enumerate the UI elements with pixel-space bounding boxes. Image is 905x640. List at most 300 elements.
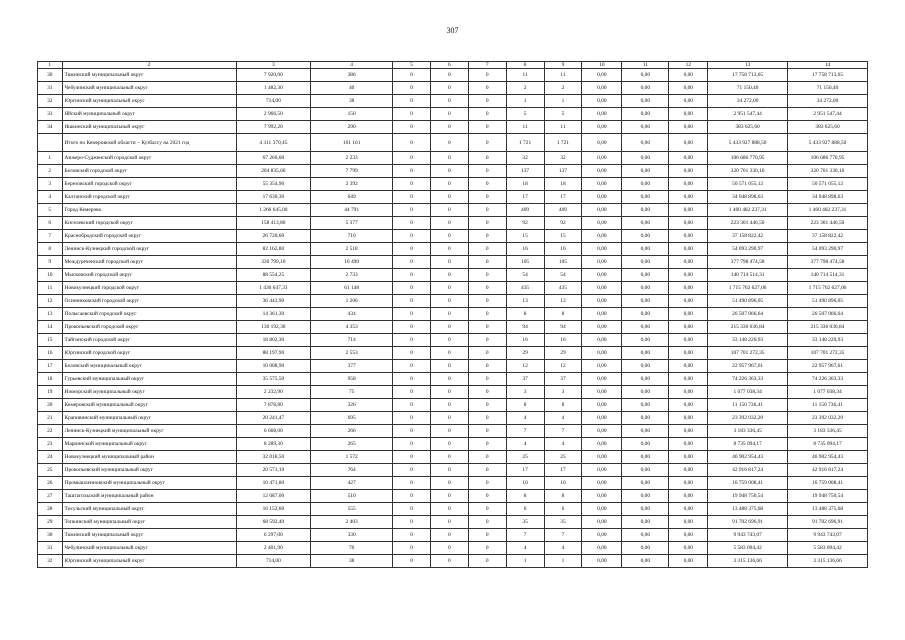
table-cell: 0,00: [582, 178, 622, 191]
table-cell: 25: [506, 451, 544, 464]
table-cell: 0: [393, 308, 431, 321]
table-cell: 0: [468, 386, 506, 399]
table-cell-name: Мысковский городской округ: [62, 269, 236, 282]
table-row: [38, 451, 868, 464]
table-cell: 2 951 547,44: [788, 108, 868, 121]
table-cell: 8: [544, 308, 582, 321]
table-cell: 0,00: [582, 295, 622, 308]
table-cell: 4 353: [311, 321, 393, 334]
table-cell: 0: [430, 360, 468, 373]
table-cell: 3 315 136,66: [708, 555, 788, 568]
table-cell-name: Анжеро-Судженский городской округ: [62, 152, 236, 165]
table-cell-name: Тяжинский муниципальный округ: [62, 529, 236, 542]
table-cell-name: Чебулинский муниципальный округ: [62, 82, 236, 95]
table-cell: 0: [393, 503, 431, 516]
table-cell: 51 490 896,05: [788, 295, 868, 308]
table-cell: 0,00: [582, 269, 622, 282]
table-cell: 0: [468, 529, 506, 542]
table-row: [38, 108, 868, 121]
table-cell: 19: [38, 386, 63, 399]
table-cell: 0,00: [582, 191, 622, 204]
table-cell: 0,00: [622, 243, 669, 256]
table-cell: 7 799: [311, 165, 393, 178]
table-cell: 0: [393, 69, 431, 82]
table-cell-name: Город Кемерово: [62, 204, 236, 217]
table-cell: 0,00: [582, 108, 622, 121]
table-cell: 0: [393, 230, 431, 243]
table-cell: 71 150,40: [708, 82, 788, 95]
table-cell: 0: [393, 490, 431, 503]
table-cell: 0,00: [582, 412, 622, 425]
table-cell: 0: [430, 451, 468, 464]
table-cell: 0,00: [669, 204, 708, 217]
table-cell: 0: [468, 95, 506, 108]
table-cell: 22: [38, 425, 63, 438]
table-cell: 0,00: [669, 529, 708, 542]
table-cell: 13 488 375,68: [788, 503, 868, 516]
table-cell: 0,00: [622, 542, 669, 555]
table-cell: 16: [38, 347, 63, 360]
table-cell: 0: [393, 334, 431, 347]
table-cell: 7 992,20: [236, 121, 311, 134]
table-cell: 2 401,90: [236, 542, 311, 555]
table-cell-name: Ленинск-Кузнецкий муниципальный округ: [62, 425, 236, 438]
table-cell: 0: [468, 217, 506, 230]
table-cell: 510: [311, 490, 393, 503]
table-cell: 435: [506, 282, 544, 295]
table-cell: 0: [430, 503, 468, 516]
page-number: 307: [446, 26, 459, 35]
table-cell: 0,00: [669, 425, 708, 438]
table-cell: 0: [393, 477, 431, 490]
table-cell: 82 162,80: [236, 243, 311, 256]
table-cell: 0,00: [582, 217, 622, 230]
table-cell: 7: [506, 529, 544, 542]
table-cell: 34: [38, 121, 63, 134]
table-cell: 0,00: [669, 373, 708, 386]
table-cell: 0: [393, 243, 431, 256]
table-cell: 0: [468, 82, 506, 95]
table-cell: 0: [430, 477, 468, 490]
table-cell: 0,00: [669, 165, 708, 178]
table-cell: 266: [311, 425, 393, 438]
table-cell: 33 148 220,93: [708, 334, 788, 347]
table-cell-name: Яшкинский муниципальный округ: [62, 121, 236, 134]
table-cell: 34 048 898,63: [708, 191, 788, 204]
table-cell: 0: [430, 529, 468, 542]
table-cell: 3: [38, 178, 63, 191]
table-cell: 0: [393, 321, 431, 334]
table-cell: 3: [506, 386, 544, 399]
table-cell-name: Юргинский муниципальный округ: [62, 95, 236, 108]
table-row: [38, 282, 868, 295]
table-cell: 14 361,30: [236, 308, 311, 321]
table-cell: 0,00: [669, 69, 708, 82]
table-cell: 714,00: [236, 555, 311, 568]
table-cell: 25: [38, 464, 63, 477]
table-cell: 7 920,00: [236, 69, 311, 82]
table-cell: 0: [468, 360, 506, 373]
table-cell: 0,00: [622, 308, 669, 321]
table-row: [38, 230, 868, 243]
table-cell: 13 488 375,68: [708, 503, 788, 516]
table-cell: 71 150,40: [788, 82, 868, 95]
table-cell: 10 471,80: [236, 477, 311, 490]
table-cell: 0: [393, 134, 431, 152]
table-cell: 0,00: [622, 217, 669, 230]
table-cell: 649: [311, 191, 393, 204]
table-cell: 68 592,40: [236, 516, 311, 529]
table-cell: 0,00: [582, 516, 622, 529]
table-cell: 6 297,00: [236, 529, 311, 542]
table-cell: 91 702 696,91: [788, 516, 868, 529]
table-cell: 0: [430, 121, 468, 134]
table-cell: 0,00: [622, 256, 669, 269]
table-cell: 94: [544, 321, 582, 334]
table-cell: 0,00: [622, 295, 669, 308]
table-cell: 44 791: [311, 204, 393, 217]
table-cell: 37 158 822,42: [708, 230, 788, 243]
table-cell: 54: [544, 269, 582, 282]
table-cell: 33: [38, 108, 63, 121]
table-cell: 0,00: [582, 386, 622, 399]
table-cell: 0: [393, 516, 431, 529]
table-cell-name: Крапивинский муниципальный округ: [62, 412, 236, 425]
table-cell: 710: [311, 230, 393, 243]
table-cell: 409: [506, 204, 544, 217]
table-cell: 764: [311, 464, 393, 477]
table-cell: 0: [468, 321, 506, 334]
table-cell: 61 148: [311, 282, 393, 295]
table-row: [38, 477, 868, 490]
table-cell: 0,00: [669, 542, 708, 555]
table-cell: 137: [544, 165, 582, 178]
table-row: [38, 191, 868, 204]
table-row: [38, 503, 868, 516]
table-cell: 0,00: [582, 373, 622, 386]
table-cell: 434: [311, 308, 393, 321]
table-cell: 17: [506, 191, 544, 204]
table-cell: 0,00: [622, 373, 669, 386]
table-cell: 0: [430, 490, 468, 503]
table-cell: 13: [708, 62, 788, 69]
table-cell: 11: [506, 121, 544, 134]
table-cell: 0: [393, 152, 431, 165]
table-cell: 10: [582, 62, 622, 69]
table-cell: 0,00: [582, 282, 622, 295]
table-cell: 0: [393, 121, 431, 134]
table-cell: 0: [430, 308, 468, 321]
table-row: [38, 399, 868, 412]
table-cell: 0,00: [669, 295, 708, 308]
table-cell: 0: [430, 542, 468, 555]
table-cell: 0,00: [622, 477, 669, 490]
table-cell-name: Топкинский муниципальный округ: [62, 516, 236, 529]
table-cell: 91 702 696,91: [708, 516, 788, 529]
table-cell: 0,00: [582, 503, 622, 516]
table-cell: 0,00: [669, 412, 708, 425]
table-cell: 0: [430, 165, 468, 178]
table-row: [38, 152, 868, 165]
table-cell: 0,00: [669, 121, 708, 134]
table-cell: 0: [468, 256, 506, 269]
table-cell: 1 266 645,00: [236, 204, 311, 217]
table-cell: 34 272,00: [788, 95, 868, 108]
table-cell: 2 733: [311, 269, 393, 282]
table-cell: 695: [311, 412, 393, 425]
table-cell: 714: [311, 334, 393, 347]
table-cell: 23 392 032,20: [788, 412, 868, 425]
table-cell: 0: [468, 108, 506, 121]
table-cell: 377: [311, 360, 393, 373]
table-cell: 15: [506, 230, 544, 243]
table-cell: 16 759 008,41: [708, 477, 788, 490]
table-cell: 3 315 136,66: [788, 555, 868, 568]
table-cell: 37 158 822,42: [788, 230, 868, 243]
table-cell: 107 701 272,35: [708, 347, 788, 360]
table-cell: 0: [393, 82, 431, 95]
table-cell: 0,00: [669, 503, 708, 516]
table-cell: 4: [38, 191, 63, 204]
table-cell: 0: [468, 204, 506, 217]
table-cell: 0: [393, 542, 431, 555]
table-cell: 0,00: [582, 165, 622, 178]
table-cell: 19 948 750,54: [708, 490, 788, 503]
table-cell: 320 701 330,16: [788, 165, 868, 178]
table-cell: 0,00: [669, 191, 708, 204]
table-cell: 130 192,30: [236, 321, 311, 334]
table-cell: 0: [393, 191, 431, 204]
table-cell: 29: [506, 347, 544, 360]
table-header-row: [38, 62, 868, 69]
table-cell: 0,00: [622, 121, 669, 134]
table-cell: 0: [430, 295, 468, 308]
table-cell: 13: [544, 295, 582, 308]
table-cell: 37: [544, 373, 582, 386]
table-cell: 0: [393, 347, 431, 360]
table-cell: 75: [311, 386, 393, 399]
table-cell: 6: [544, 503, 582, 516]
table-cell-name: 2: [62, 62, 236, 69]
table-cell: 34 272,00: [708, 95, 788, 108]
table-cell: 0: [468, 464, 506, 477]
table-cell: 0: [430, 256, 468, 269]
table-cell: 0,00: [582, 95, 622, 108]
table-cell: 7: [506, 425, 544, 438]
table-cell: 0,00: [622, 108, 669, 121]
table-cell: 0: [430, 282, 468, 295]
table-cell: 0: [430, 399, 468, 412]
table-cell: 0: [468, 477, 506, 490]
table-cell: 0,00: [622, 425, 669, 438]
table-cell: 21: [38, 412, 63, 425]
table-row: [38, 204, 868, 217]
table-cell: 23: [38, 438, 63, 451]
table-cell: 4: [311, 62, 393, 69]
table-cell: 8: [544, 399, 582, 412]
table-cell: 0: [393, 529, 431, 542]
table-cell: 137: [506, 165, 544, 178]
table-cell: 330 799,10: [236, 256, 311, 269]
table-cell: 31: [38, 542, 63, 555]
table-cell: 10 008,90: [236, 360, 311, 373]
table-cell: 11 150 736,41: [788, 399, 868, 412]
table-cell: 0,00: [622, 464, 669, 477]
table-cell: 8: [506, 62, 544, 69]
table-cell: 0,00: [622, 451, 669, 464]
table-cell: 16: [506, 334, 544, 347]
table-cell: 1: [544, 95, 582, 108]
table-cell: 0: [393, 555, 431, 568]
table-row: [38, 95, 868, 108]
table-cell: 54 093 290,97: [708, 243, 788, 256]
table-cell: 17 758 713,65: [788, 69, 868, 82]
table-cell: 16: [544, 243, 582, 256]
table-cell: 0,00: [582, 152, 622, 165]
table-cell: 22 957 967,61: [788, 360, 868, 373]
table-cell: 0,00: [582, 542, 622, 555]
table-cell: 555: [311, 503, 393, 516]
table-cell: 0: [430, 204, 468, 217]
table-cell: 3: [236, 62, 311, 69]
table-cell: 20 571,10: [236, 464, 311, 477]
table-cell: 0,00: [622, 529, 669, 542]
table-row: [38, 308, 868, 321]
table-cell: 0: [468, 334, 506, 347]
table-cell: 0: [468, 451, 506, 464]
table-cell: 0: [393, 438, 431, 451]
table-cell-name: Тайгинский городской округ: [62, 334, 236, 347]
table-cell: 0,00: [582, 134, 622, 152]
table-cell: 0,00: [582, 121, 622, 134]
table-cell: 17: [506, 464, 544, 477]
table-row: [38, 412, 868, 425]
table-cell: 8: [544, 490, 582, 503]
table-cell: 1 430 647,33: [236, 282, 311, 295]
table-cell-name: Калтанский городской округ: [62, 191, 236, 204]
table-cell: 18: [544, 178, 582, 191]
table-cell: 0,00: [669, 334, 708, 347]
table-cell: 0,00: [622, 82, 669, 95]
table-row: [38, 490, 868, 503]
table-cell: 0,00: [582, 69, 622, 82]
table-cell: 0,00: [622, 204, 669, 217]
table-cell: 4: [544, 438, 582, 451]
table-cell: 0: [468, 152, 506, 165]
table-cell: 0,00: [622, 178, 669, 191]
table-cell: 0: [430, 386, 468, 399]
table-cell: 0: [430, 95, 468, 108]
table-cell: 5 377: [311, 217, 393, 230]
table-cell: 0: [393, 399, 431, 412]
table-cell: 0: [468, 243, 506, 256]
table-row: [38, 542, 868, 555]
table-cell: 0,00: [669, 243, 708, 256]
table-row: [38, 425, 868, 438]
table-cell: 2 518: [311, 243, 393, 256]
table-cell: 0: [468, 308, 506, 321]
table-row: [38, 347, 868, 360]
table-cell: 106 686 770,95: [788, 152, 868, 165]
table-cell: 17 758 713,65: [708, 69, 788, 82]
table-cell: 92: [506, 217, 544, 230]
table-cell: 0,00: [669, 347, 708, 360]
table-cell: 15: [544, 230, 582, 243]
table-cell: 1: [544, 555, 582, 568]
table-cell: 7: [544, 529, 582, 542]
table-cell: 2 233: [311, 152, 393, 165]
table-cell: 42 916 817,24: [788, 464, 868, 477]
table-cell: 0,00: [582, 451, 622, 464]
table-cell: 0: [430, 412, 468, 425]
table-cell: 0,00: [622, 399, 669, 412]
table-row: [38, 529, 868, 542]
table-cell: 204 835,60: [236, 165, 311, 178]
table-cell: 0,00: [669, 256, 708, 269]
table-cell: 74 226 363,33: [708, 373, 788, 386]
table-cell: 386: [311, 69, 393, 82]
table-cell: 0: [393, 386, 431, 399]
table-cell-name: Итого по Кемеровской области − Кузбассу на 2021 год: [62, 134, 236, 152]
table-cell: 0: [468, 490, 506, 503]
table-cell-name: Новокузнецкий муниципальный район: [62, 451, 236, 464]
table-cell: 38: [311, 95, 393, 108]
table-cell: 0,00: [669, 108, 708, 121]
table-cell: 0: [430, 108, 468, 121]
table-cell: 6: [430, 62, 468, 69]
table-cell: 1 721: [506, 134, 544, 152]
table-cell: 16 152,60: [236, 503, 311, 516]
table-cell-name: Тисульский муниципальный округ: [62, 503, 236, 516]
table-cell: 2 951 547,44: [708, 108, 788, 121]
table-cell: 1: [38, 152, 63, 165]
table-cell: 5 583 094,42: [708, 542, 788, 555]
table-cell: 0: [468, 178, 506, 191]
table-cell: 5: [544, 108, 582, 121]
table-cell: 0,00: [622, 516, 669, 529]
table-cell: 0,00: [582, 425, 622, 438]
table-cell: 0,00: [622, 438, 669, 451]
table-cell: 12: [506, 360, 544, 373]
table-cell: 0,00: [582, 529, 622, 542]
table-cell: 5 433 927 888,50: [788, 134, 868, 152]
table-cell: 30: [38, 69, 63, 82]
table-cell: 18 802,30: [236, 334, 311, 347]
table-cell: 0: [430, 230, 468, 243]
table-cell: 17: [544, 191, 582, 204]
table-cell-name: Чебулинский муниципальный округ: [62, 542, 236, 555]
table-cell: 4: [544, 412, 582, 425]
table-cell: 22 957 967,61: [708, 360, 788, 373]
table-cell: 0,00: [669, 451, 708, 464]
table-cell-name: Прокопьевский муниципальный округ: [62, 464, 236, 477]
table-cell: 32: [506, 152, 544, 165]
table-row: [38, 178, 868, 191]
table-cell: 46 902 954,43: [708, 451, 788, 464]
table-cell: 0,00: [582, 82, 622, 95]
table-cell: 0: [393, 217, 431, 230]
table-cell-name: Новокузнецкий городской округ: [62, 282, 236, 295]
table-cell-name: Междуреченский городской округ: [62, 256, 236, 269]
table-row: [38, 165, 868, 178]
table-cell: 12 687,00: [236, 490, 311, 503]
table-cell: 1 572: [311, 451, 393, 464]
table-cell: 4: [506, 438, 544, 451]
table-cell: 29: [38, 516, 63, 529]
table-row: [38, 464, 868, 477]
table-row: [38, 438, 868, 451]
table-cell: 0,00: [669, 152, 708, 165]
